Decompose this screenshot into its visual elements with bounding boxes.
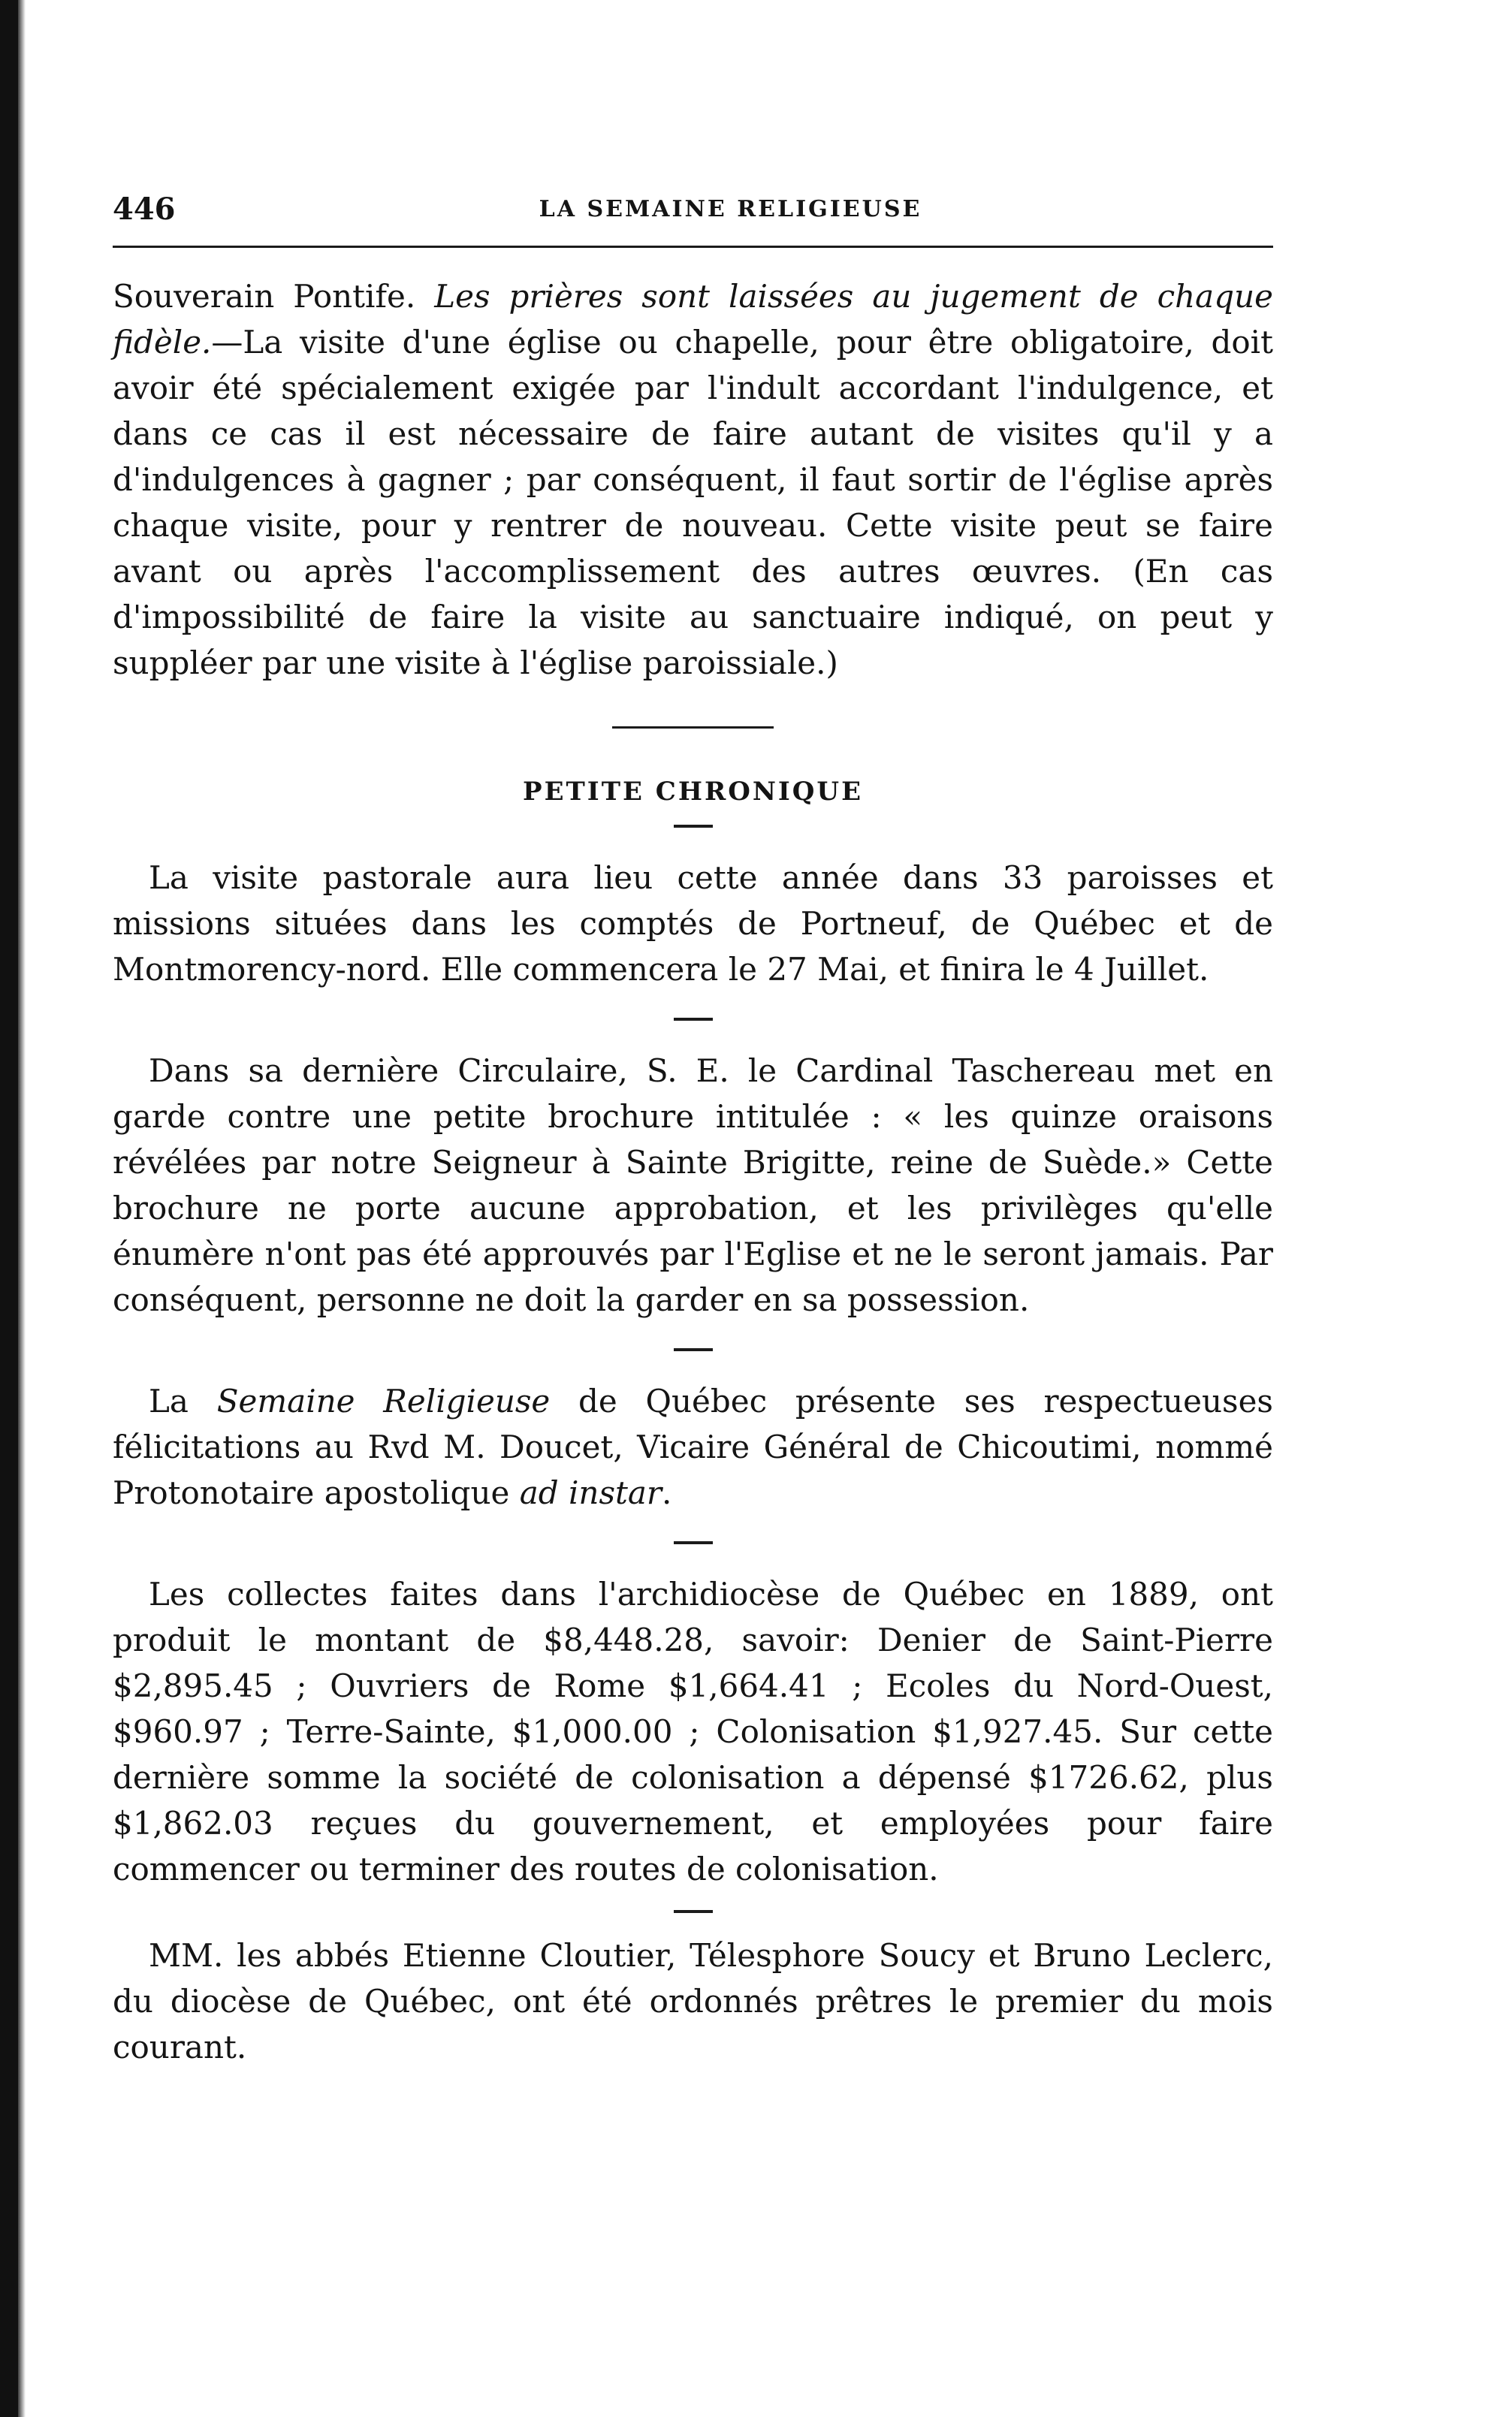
chronique-item-pastoral-visit: La visite pastorale aura lieu cette année dans 33 paroisses et missions situées dans les comptés de Portneuf, de Québec et de Montmorency-nord. Elle commencera le 27 Mai, et finira le 4 Juillet. — [113, 859, 1273, 988]
item-separator — [674, 1541, 713, 1544]
binding-edge — [0, 0, 18, 2417]
intro-text-1: Souverain Pontife. — [113, 278, 435, 315]
chronique-item-felicitations — [113, 1378, 1273, 1516]
header-rule — [113, 246, 1273, 248]
felicitations-text-1: La — [149, 1383, 217, 1420]
felicitations-text-3: . — [662, 1474, 672, 1511]
item-separator — [674, 1018, 713, 1021]
intro-paragraph — [113, 273, 1273, 686]
section-rule — [612, 726, 774, 729]
intro-italic: Les prières sont laissées au jugement de chaque fidèle. — [113, 278, 1273, 361]
felicitations-italic-2: ad instar — [519, 1474, 662, 1511]
item-separator — [674, 1348, 713, 1351]
chronique-item-brochure: Dans sa dernière Circulaire, S. E. le Cardinal Taschereau met en garde contre une petite brochure intitulée : « les quinze oraisons révélées par notre Seigneur à Sainte Brigitte, reine de Suède.» Cette brochure ne porte aucune approbation, et les privilèges qu'elle énumère n'ont pas été approuvés par l'Eglise et ne le seront jamais. Par conséquent, personne ne doit la garder en sa possession. — [113, 1052, 1273, 1318]
page-number: 446 — [113, 192, 176, 227]
header-title: LA SEMAINE RELIGIEUSE — [539, 196, 922, 222]
felicitations-italic-1: Semaine Religieuse — [216, 1383, 551, 1420]
chronique-item-ordinations: MM. les abbés Etienne Cloutier, Télesphore Soucy et Bruno Leclerc, du diocèse de Québec, ont été ordonnés prêtres le premier du mois courant. — [113, 1937, 1273, 2065]
intro-text-2: —La visite d'une église ou chapelle, pour être obligatoire, doit avoir été spécialement exigée par l'indult accordant l'indulgence, et dans ce cas il est nécessaire de faire autant de visites qu'il y a d'indulgences à gagner ; par conséquent, il faut sortir de l'église après chaque visite, pour y rentrer de nouveau. Cette visite peut se faire avant ou après l'accomplissement des autres œuvres. (En cas d'impossibilité de faire la visite au sanctuaire indiqué, on peut y suppléer par une visite à l'église paroissiale.) — [113, 324, 1273, 681]
item-separator — [674, 1910, 713, 1913]
section-heading: PETITE CHRONIQUE — [523, 777, 863, 807]
item-separator — [674, 825, 713, 828]
running-head — [113, 192, 1273, 237]
felicitations-text-2: de Québec présente ses respectueuses félicitations au Rvd M. Doucet, Vicaire Général de Chicoutimi, nommé Protonotaire apostolique — [113, 1383, 1273, 1511]
chronique-item-collectes: Les collectes faites dans l'archidiocèse de Québec en 1889, ont produit le montant de $8,448.28, savoir: Denier de Saint-Pierre $2,895.45 ; Ouvriers de Rome $1,664.41 ; Ecoles du Nord-Ouest, $960.97 ; Terre-Sainte, $1,000.00 ; Colonisation $1,927.45. Sur cette dernière somme la société de colonisation a dépensé $1726.62, plus $1,862.03 reçues du gouvernement, et employées pour faire commencer ou terminer des routes de colonisation. — [113, 1576, 1273, 1887]
binding-shadow — [18, 0, 26, 2417]
page-content — [113, 192, 1273, 2070]
